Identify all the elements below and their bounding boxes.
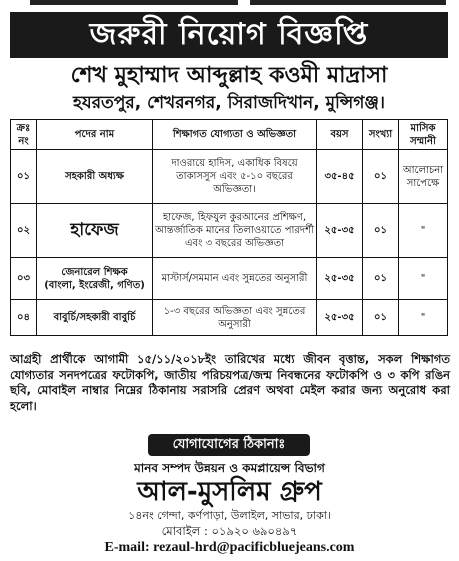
top-border-right [250, 0, 446, 5]
cell-serial: ০২ [11, 204, 37, 258]
table-row [11, 258, 448, 300]
company-address: ১৪নং গেন্দা, কর্ণপাড়া, উলাইল, সাভার, ঢাকা। [128, 509, 331, 522]
cell-salary: " [399, 300, 448, 336]
cell-serial: ০১ [11, 150, 37, 204]
table-row [11, 204, 448, 258]
cell-post-title: জেনারেল শিক্ষক [61, 266, 128, 278]
cell-age: ২৫-৩৫ [317, 258, 363, 300]
header-age: বয়স [317, 120, 363, 150]
cell-post-subjects: (বাংলা, ইংরেজী, গণিত) [44, 279, 145, 291]
cell-post: হাফেজ [37, 204, 153, 258]
top-border-left [30, 0, 238, 5]
organization-address: হযরতপুর, শেখরনগর, সিরাজদিখান, মুন্সিগঞ্জ। [72, 93, 385, 113]
cell-qualification: হাফেজ, হিফযুল কুরআনের প্রশিক্ষণ, আন্তর্জাতিক মানের তিলাওয়াতে পারদর্শী এবং ৩ বছরের অভিজ্ঞতা [153, 204, 317, 258]
cell-count: ০১ [363, 258, 399, 300]
cell-post [37, 258, 153, 300]
notice-banner: জরুরী নিয়োগ বিজ্ঞপ্তি [10, 12, 448, 58]
mobile-number: মোবাইল : ০১৯২০ ৬৯০৪৯৭ [161, 524, 298, 538]
application-instructions: আগ্রহী প্রার্থীকে আগামী ১৫/১১/২০১৮ইং তারিখের মধ্যে জীবন বৃত্তান্ত, সকল শিক্ষাগত যোগ্যতার সনদপত্রের ফটোকপি, জাতীয় পরিচয়পত্র/জন্ম নিবন্ধনের ফটোকপি ও ৩ কপি রঙিন ছবি, মোবাইল নাম্বার নিম্নের ঠিকানায় সরাসরি প্রেরণ অথবা মেইল করার জন্য অনুরোধ করা হলো। [10, 352, 450, 413]
cell-post: সহকারী অধ্যক্ষ [37, 150, 153, 204]
email-address: E-mail: rezaul-hrd@pacificbluejeans.com [104, 540, 355, 555]
cell-qualification: ১-৩ বছরের অভিজ্ঞতা এবং সুন্নতের অনুসারী [153, 300, 317, 336]
cell-qualification: দাওরায়ে হাদিস, একাধিক বিষয়ে তাকাসসুস এবং ৫-১০ বছরের অভিজ্ঞতা। [153, 150, 317, 204]
table-header-row [11, 120, 448, 150]
cell-salary: " [399, 204, 448, 258]
cell-qualification: মাস্টার্স/সমমান এবং সুন্নতের অনুসারী [153, 258, 317, 300]
cell-count: ০১ [363, 300, 399, 336]
cell-serial: ০৩ [11, 258, 37, 300]
cell-serial: ০৪ [11, 300, 37, 336]
header-post: পদের নাম [37, 120, 153, 150]
table-row [11, 150, 448, 204]
department-name: মানব সম্পদ উন্নয়ন ও কমপ্লায়েন্স বিভাগ [134, 461, 325, 475]
organization-name: শেখ মুহাম্মাদ আব্দুল্লাহ কওমী মাদ্রাসা [70, 63, 388, 88]
cell-count: ০১ [363, 150, 399, 204]
cell-salary: " [399, 258, 448, 300]
header-serial: ক্রঃ নং [11, 120, 37, 150]
cell-age: ৩৫-৪৫ [317, 150, 363, 204]
cell-salary: আলোচনা সাপেক্ষে [399, 150, 448, 204]
cell-age: ২৫-৩৫ [317, 300, 363, 336]
cell-count: ০১ [363, 204, 399, 258]
header-count: সংখ্যা [363, 120, 399, 150]
header-qualification: শিক্ষাগত যোগ্যতা ও অভিজ্ঞতা [153, 120, 317, 150]
cell-age: ২৫-৩৫ [317, 204, 363, 258]
cell-post: বাবুর্চি/সহকারী বাবুর্চি [37, 300, 153, 336]
company-name: আল-মুসলিম গ্রুপ [137, 477, 322, 507]
header-salary: মাসিক সম্মানী [399, 120, 448, 150]
vacancy-table [10, 119, 448, 336]
contact-heading: যোগাযোগের ঠিকানাঃ [148, 434, 310, 456]
table-row [11, 300, 448, 336]
